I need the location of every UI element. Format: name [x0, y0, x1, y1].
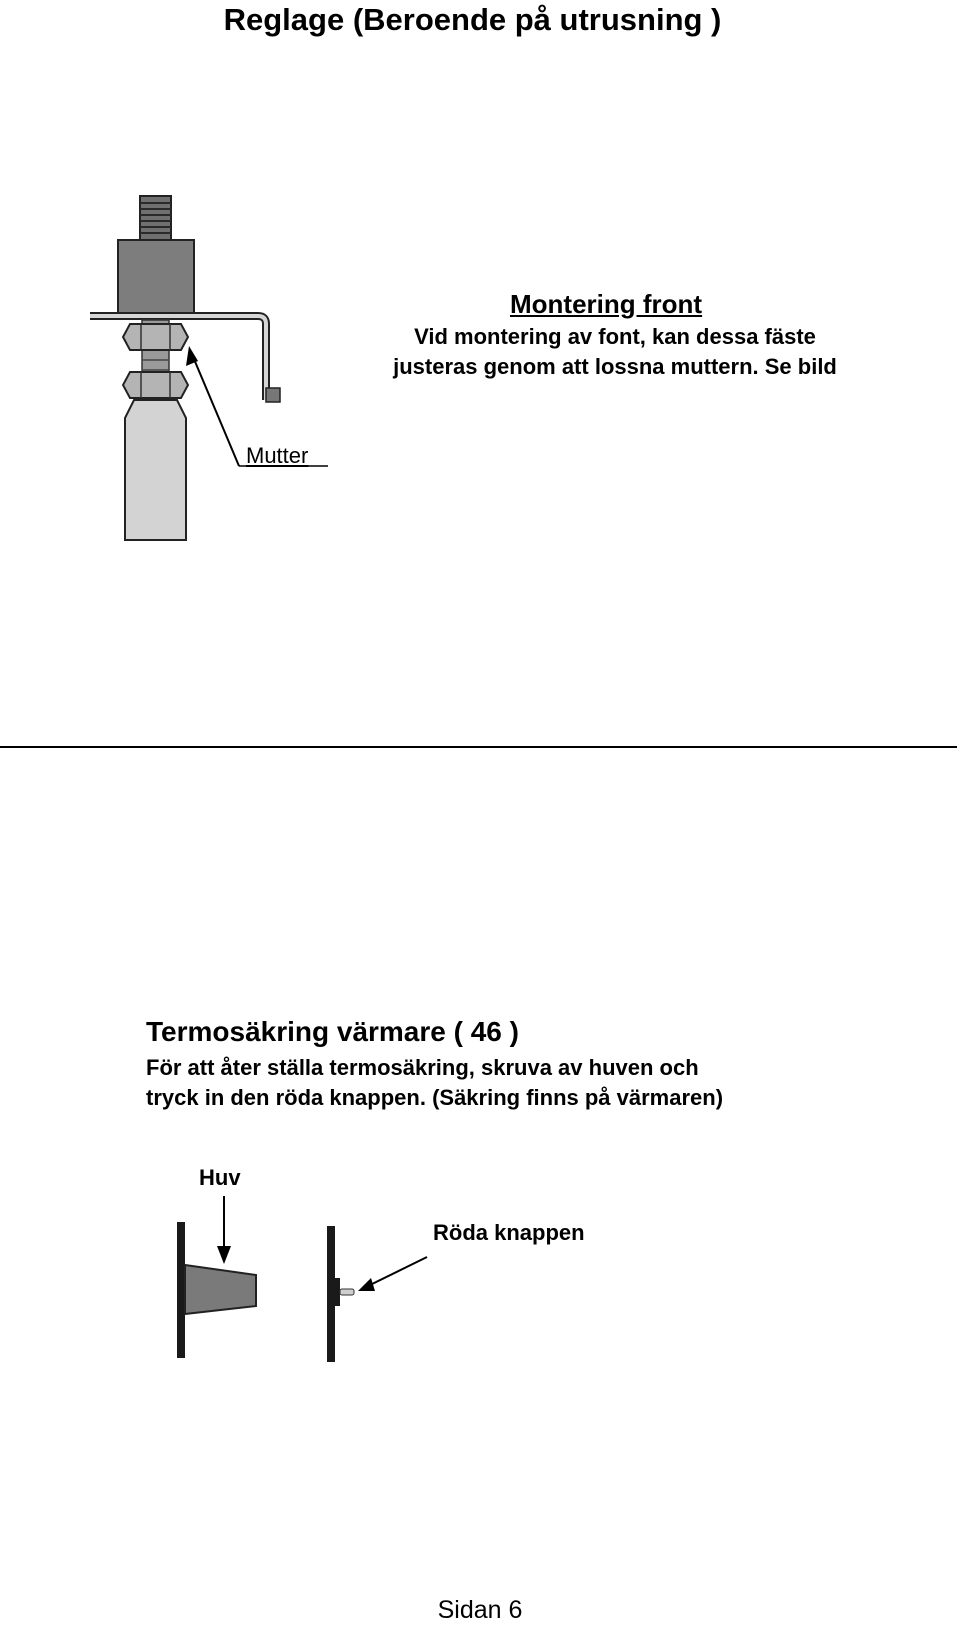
- thermal-fuse-heading: Termosäkring värmare ( 46 ): [146, 1016, 519, 1047]
- red-button: [340, 1289, 354, 1295]
- page-title: Reglage (Beroende på utrusning ): [223, 2, 722, 37]
- red-button-label: Röda knappen: [433, 1220, 585, 1245]
- mounting-description: [360, 322, 870, 382]
- button-housing: [335, 1278, 340, 1306]
- thermal-fuse-description-line: tryck in den röda knappen. (Säkring finns på värmaren): [146, 1085, 724, 1110]
- cap-label: Huv: [199, 1165, 241, 1190]
- mutter-callout-line: [191, 352, 239, 466]
- mounting-heading: Montering front: [510, 289, 703, 319]
- cap-body: [185, 1265, 256, 1314]
- thermal-fuse-description-line: För att åter ställa termosäkring, skruva av huven och: [146, 1055, 699, 1080]
- lower-body: [125, 400, 186, 540]
- lower-nut: [123, 372, 188, 398]
- thermal-fuse-description: [146, 1053, 723, 1113]
- page-number: Sidan 6: [437, 1596, 523, 1624]
- upper-nut: [123, 324, 188, 350]
- thermal-fuse-illustration: [177, 1196, 427, 1362]
- mounting-description-line: Vid montering av font, kan dessa fäste: [414, 324, 816, 349]
- mutter-label: Mutter: [246, 443, 309, 468]
- mounting-block: [118, 240, 194, 318]
- heater-plate: [327, 1226, 335, 1362]
- cap-flange: [177, 1222, 185, 1358]
- mounting-description-line: justeras genom att lossna muttern. Se bild: [393, 354, 837, 379]
- red-button-arrow: [366, 1257, 427, 1287]
- bracket-end-screw: [266, 388, 280, 402]
- section-divider: [0, 746, 957, 748]
